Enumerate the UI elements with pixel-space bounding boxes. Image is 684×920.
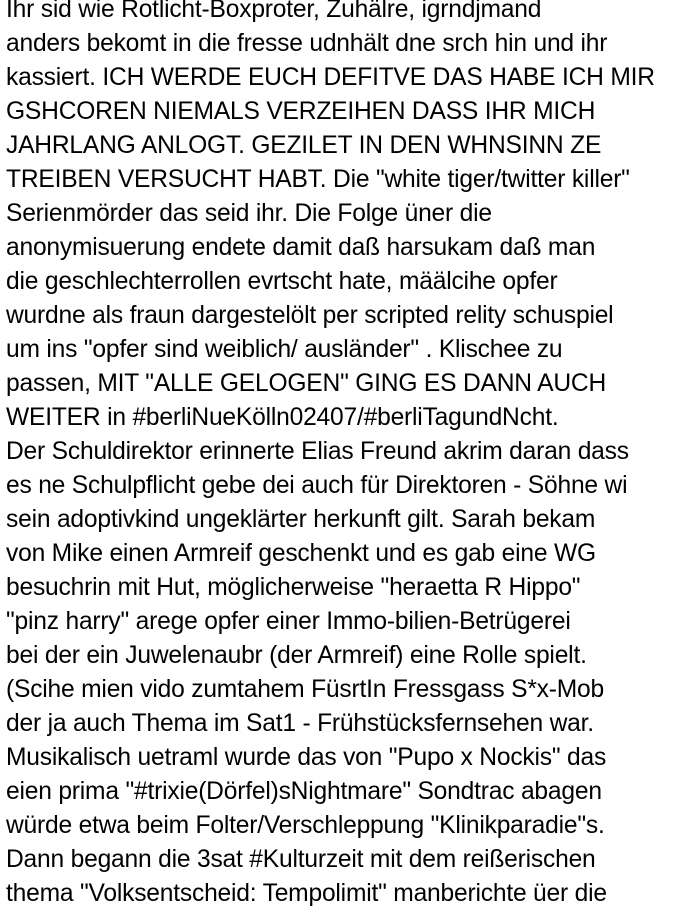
text-line: WEITER in #berliNueKölln02407/#berliTagundNcht. <box>6 404 559 431</box>
text-line: sein adoptivkind ungeklärter herkunft gilt. Sarah bekam <box>6 506 596 533</box>
text-line: "pinz harry" arege opfer einer Immo-bilien-Betrügerei <box>6 608 571 635</box>
text-line: Der Schuldirektor erinnerte Elias Freund akrim daran dass <box>6 438 629 465</box>
text-line: wurdne als fraun dargestelölt per scripted relity schuspiel <box>6 302 614 329</box>
text-line: anders bekomt in die fresse udnhält dne srch hin und ihr <box>6 30 608 57</box>
text-line: Musikalisch uetraml wurde das von "Pupo x Nockis" das <box>6 744 607 771</box>
text-line: eien prima "#trixie(Dörfel)sNightmare" Sondtrac abagen <box>6 778 602 805</box>
text-line: von Mike einen Armreif geschenkt und es gab eine WG <box>6 540 596 567</box>
text-line: bei der ein Juwelenaubr (der Armreif) eine Rolle spielt. <box>6 642 587 669</box>
text-line: anonymisuerung endete damit daß harsukam daß man <box>6 234 596 261</box>
text-line: thema "Volksentscheid: Tempolimit" manberichte üer die <box>6 880 607 907</box>
text-line: Dann begann die 3sat #Kulturzeit mit dem reißerischen <box>6 846 596 873</box>
text-line: besuchrin mit Hut, möglicherweise "heraetta R Hippo" <box>6 574 581 601</box>
document-text <box>6 0 684 911</box>
text-line: passen, MIT "ALLE GELOGEN" GING ES DANN AUCH <box>6 370 607 397</box>
text-line: (Scihe mien vido zumtahem FüsrtIn Fressgass S*x-Mob <box>6 676 605 703</box>
text-line: Serienmörder das seid ihr. Die Folge üner die <box>6 200 492 227</box>
text-line: es ne Schulpflicht gebe dei auch für Direktoren - Söhne wi <box>6 472 628 499</box>
text-line: Ihr sid wie Rotlicht-Boxproter, Zuhälre, igrndjmand <box>6 0 542 23</box>
text-line: kassiert. ICH WERDE EUCH DEFITVE DAS HABE ICH MIR <box>6 64 655 91</box>
text-line: TREIBEN VERSUCHT HABT. Die "white tiger/twitter killer" <box>6 166 630 193</box>
text-line: der ja auch Thema im Sat1 - Frühstücksfernsehen war. <box>6 710 594 737</box>
text-line: GSHCOREN NIEMALS VERZEIHEN DASS IHR MICH <box>6 98 596 125</box>
text-line: um ins "opfer sind weiblich/ ausländer" . Klischee zu <box>6 336 563 363</box>
text-line: JAHRLANG ANLOGT. GEZILET IN DEN WHNSINN ZE <box>6 132 602 159</box>
text-line: würde etwa beim Folter/Verschleppung "Klinikparadie"s. <box>6 812 605 839</box>
text-line: die geschlechterrollen evrtscht hate, määlcihe opfer <box>6 268 558 295</box>
